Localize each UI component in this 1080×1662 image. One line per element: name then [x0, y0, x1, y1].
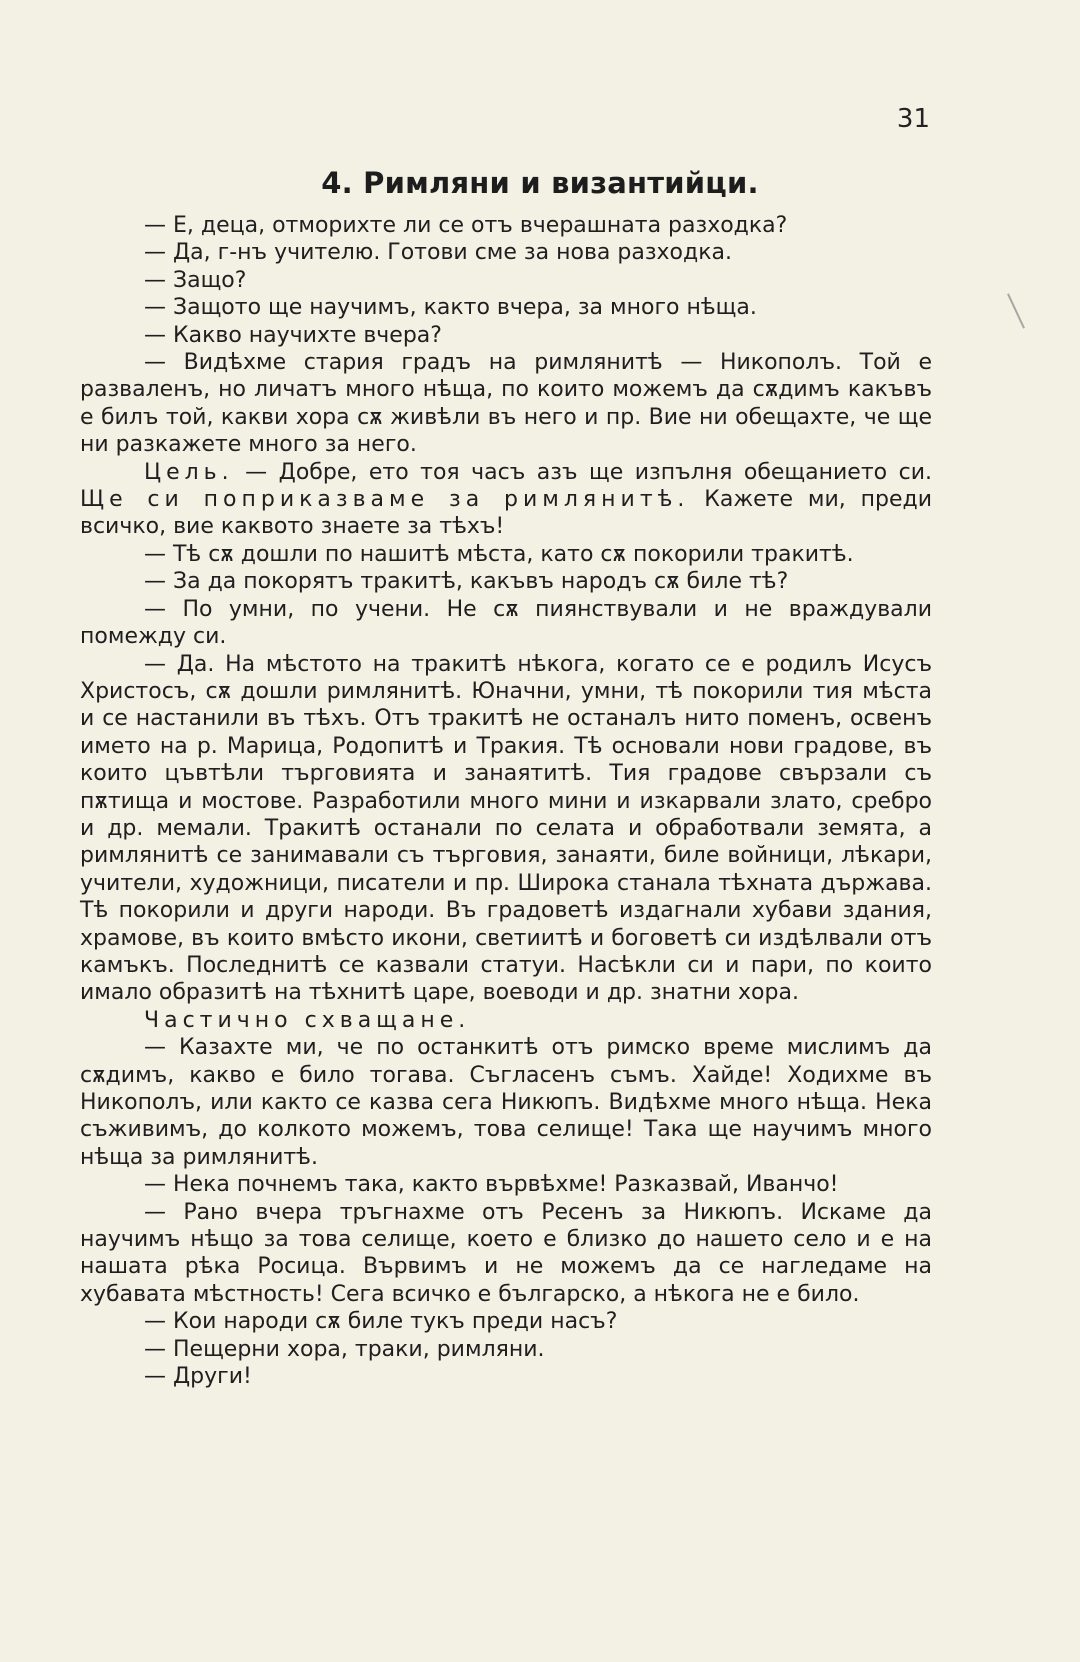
- paragraph: [80, 1336, 932, 1363]
- paragraph-text: — Да. На мѣстото на тракитѣ нѣкога, когато се е родилъ Исусъ Христосъ, сѫ дошли римлянитѣ. Юначни, умни, тѣ покорили тия мѣста и се настанили въ тѣхъ. Отъ тракитѣ не останалъ нито поменъ, освенъ името на р. Марица, Родопитѣ и Тракия. Тѣ основали нови градове, въ които цъвтѣли търговията и занаятитѣ. Тия градове свързали съ пѫтища и мостове. Разработили много мини и изкарвали злато, сребро и др. мемали. Тракитѣ останали по селата и обработвали земята, а римлянитѣ се занимавали съ търговия, занаяти, биле войници, лѣкари, учители, художници, писатели и пр. Широка станала тѣхната държава. Тѣ покорили и други народи. Въ градоветѣ издагнали хубави здания, храмове, въ които вмѣсто икони, светиитѣ и боговетѣ си издѣлвали отъ камъкъ. Последнитѣ се казвали статуи. Насѣкли си и пари, по които имало образитѣ на тѣхнитѣ царе, воеводи и др. знатни хора.: [80, 651, 932, 1006]
- paragraph-text: — Рано вчера тръгнахме отъ Ресенъ за Никюпъ. Искаме да научимъ нѣщо за това селище, което е близко до нашето село и е на нашата рѣка Росица. Вървимъ и не можемъ да се нагледаме на хубавата мѣстность! Сега всичко е българско, а нѣкога не е било.: [80, 1199, 932, 1307]
- paragraph: [80, 349, 932, 459]
- paragraph: [80, 267, 932, 294]
- paragraph: [80, 596, 932, 651]
- paragraph-text: — Други!: [144, 1364, 252, 1390]
- paragraph: [80, 239, 932, 266]
- paragraph-text: — За да покорятъ тракитѣ, какъвъ народъ сѫ биле тѣ?: [144, 569, 789, 595]
- paragraph: [80, 212, 932, 239]
- paragraph: [80, 651, 932, 1007]
- spaced-heading-text: Ще си поприказваме за римлянитѣ.: [80, 487, 690, 513]
- page-number: 31: [896, 104, 930, 134]
- paragraph-text: — Защото ще научимъ, както вчера, за много нѣща.: [144, 295, 757, 321]
- paragraph: [80, 541, 932, 568]
- paragraph-text: — Видѣхме стария градъ на римлянитѣ — Никополъ. Той е разваленъ, но личатъ много нѣща, по които можемъ да сѫдимъ какъвъ е билъ той, какви хора сѫ живѣли въ него и пр. Вие ни обещахте, че ще ни разкажете много за него.: [80, 350, 932, 458]
- chapter-title: 4. Римляни и византийци.: [321, 166, 759, 200]
- paragraph-text: — Кои народи сѫ биле тукъ преди насъ?: [144, 1309, 618, 1335]
- paragraph: [80, 1199, 932, 1309]
- paragraph: [80, 568, 932, 595]
- paragraph-text: — Да, г-нъ учителю. Готови сме за нова разходка.: [144, 240, 732, 266]
- paragraph-text: Кажете ми, преди всичко, вие каквото знаете за тѣхъ!: [80, 487, 932, 540]
- paragraph-text: — Казахте ми, че по останкитѣ отъ римско време мислимъ да сѫдимъ, какво е било тогава. Съгласенъ съмъ. Хайде! Ходихме въ Никополъ, или както се казва сега Никюпъ. Видѣхме много нѣща. Нека съживимъ, до колкото можемъ, това селище! Така ще научимъ много нѣща за римлянитѣ.: [80, 1035, 932, 1170]
- paragraph: [80, 294, 932, 321]
- scan-mark: [1007, 293, 1025, 328]
- body-text: [80, 212, 932, 1390]
- paragraph: [80, 1007, 932, 1034]
- paragraph: [80, 322, 932, 349]
- paragraph-text: — Е, деца, отморихте ли се отъ вчерашната разходка?: [144, 213, 788, 238]
- paragraph-text: — Какво научихте вчера?: [144, 322, 442, 348]
- paragraph-text: — По умни, по учени. Не сѫ пиянствували и не враждували помежду си.: [80, 596, 932, 650]
- paragraph: [80, 1363, 932, 1390]
- spaced-heading-text: Частично схващане.: [144, 1007, 471, 1033]
- spaced-heading-text: Цель.: [144, 459, 234, 485]
- paragraph: [80, 1171, 932, 1198]
- paragraph: [80, 1308, 932, 1335]
- paragraph-text: — Добре, ето тоя часъ азъ ще изпълня обещанието си.: [233, 459, 932, 485]
- paragraph: [80, 1034, 932, 1171]
- paragraph-text: — Нека почнемъ така, както вървѣхме! Разказвай, Иванчо!: [144, 1172, 839, 1198]
- paragraph-text: — Тѣ сѫ дошли по нашитѣ мѣста, като сѫ покорили тракитѣ.: [144, 541, 854, 567]
- paragraph-text: — Пещерни хора, траки, римляни.: [144, 1336, 545, 1362]
- paragraph-text: — Защо?: [144, 267, 247, 293]
- paragraph: [80, 459, 932, 541]
